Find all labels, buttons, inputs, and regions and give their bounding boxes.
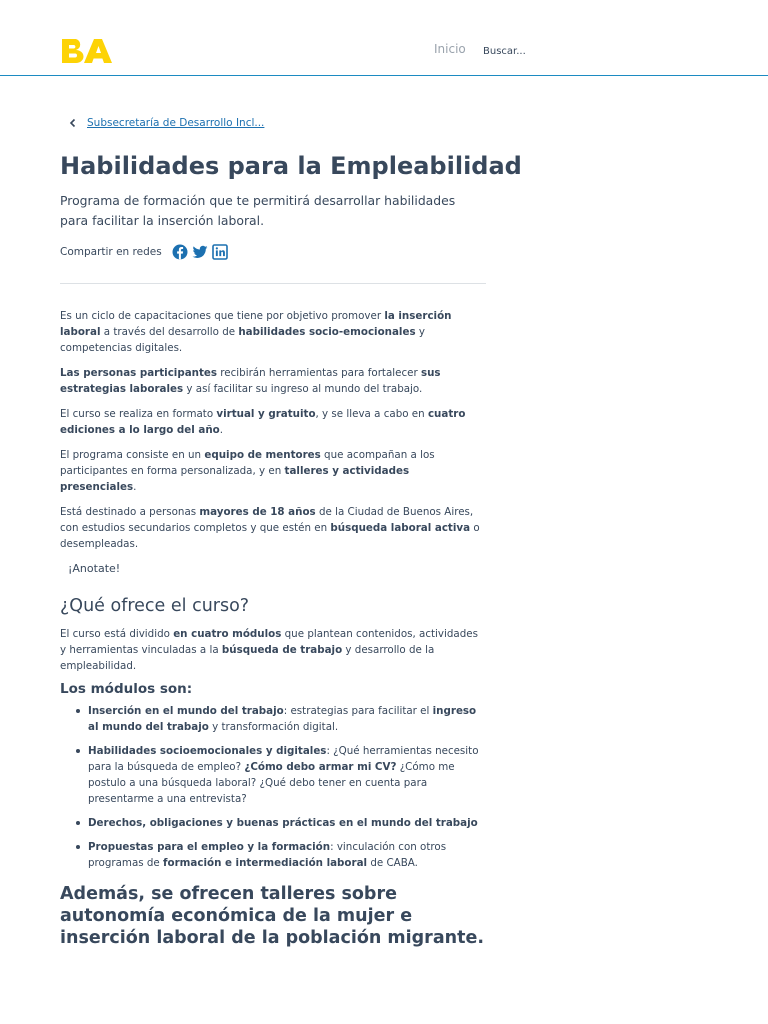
search-input[interactable]: [476, 40, 576, 62]
paragraph: Las personas participantes recibirán herramientas para fortalecer sus estrategias laborales y así facilitar su ingreso al mundo del trabajo.: [60, 367, 441, 395]
anotate-link[interactable]: ¡Anotate!: [68, 562, 121, 575]
program-description: [60, 308, 486, 561]
course-intro: El curso está dividido en cuatro módulos que plantean contenidos, actividades y herramientas vinculadas a la búsqueda de trabajo y desarrollo de la empleabilidad.: [60, 628, 478, 672]
page-lead: Programa de formación que te permitirá desarrollar habilidades para facilitar la inserción laboral.: [60, 193, 456, 228]
ba-logo[interactable]: [60, 37, 112, 65]
modules-list: [74, 703, 486, 879]
chevron-left-icon[interactable]: [68, 118, 78, 128]
paragraph: El programa consiste en un equipo de mentores que acompañan a los participantes en forma personalizada, y en talleres y actividades presenciales.: [60, 449, 435, 493]
share-bar: [60, 244, 228, 260]
course-heading: ¿Qué ofrece el curso?: [60, 596, 250, 616]
paragraph: Es un ciclo de capacitaciones que tiene por objetivo promover la inserción laboral a través del desarrollo de habilidades socio-emocionales y competencias digitales.: [60, 310, 452, 354]
site-header: [0, 0, 768, 76]
divider: [60, 283, 486, 284]
nav-inicio-link[interactable]: Inicio: [434, 42, 466, 56]
paragraph: El curso se realiza en formato virtual y gratuito, y se lleva a cabo en cuatro ediciones a lo largo del año.: [60, 408, 466, 436]
share-label: Compartir en redes: [60, 246, 162, 258]
list-item: Propuestas para el empleo y la formación: vinculación con otros programas de formación e intermediación laboral de CABA.: [74, 839, 486, 871]
linkedin-icon[interactable]: [212, 244, 228, 260]
workshops-heading: Además, se ofrecen talleres sobre autonomía económica de la mujer e inserción laboral de la población migrante.: [60, 884, 484, 948]
list-item: Habilidades socioemocionales y digitales: ¿Qué herramientas necesito para la búsqueda de empleo? ¿Cómo debo armar mi CV? ¿Cómo me postulo a una búsqueda laboral? ¿Qué debo tener en cuenta para presentarme a una entrevista?: [74, 743, 486, 807]
paragraph: Está destinado a personas mayores de 18 años de la Ciudad de Buenos Aires, con estudios secundarios completos y que estén en búsqueda laboral activa o desempleadas.: [60, 506, 480, 550]
breadcrumb: [68, 117, 264, 129]
twitter-icon[interactable]: [192, 244, 208, 260]
breadcrumb-link[interactable]: Subsecretaría de Desarrollo Incl...: [87, 117, 265, 129]
page-title: Habilidades para la Empleabilidad: [60, 152, 522, 180]
list-item: Inserción en el mundo del trabajo: estrategias para facilitar el ingreso al mundo del trabajo y transformación digital.: [74, 703, 486, 735]
facebook-icon[interactable]: [172, 244, 188, 260]
modules-heading: Los módulos son:: [60, 681, 193, 697]
list-item: Derechos, obligaciones y buenas prácticas en el mundo del trabajo: [74, 815, 486, 831]
